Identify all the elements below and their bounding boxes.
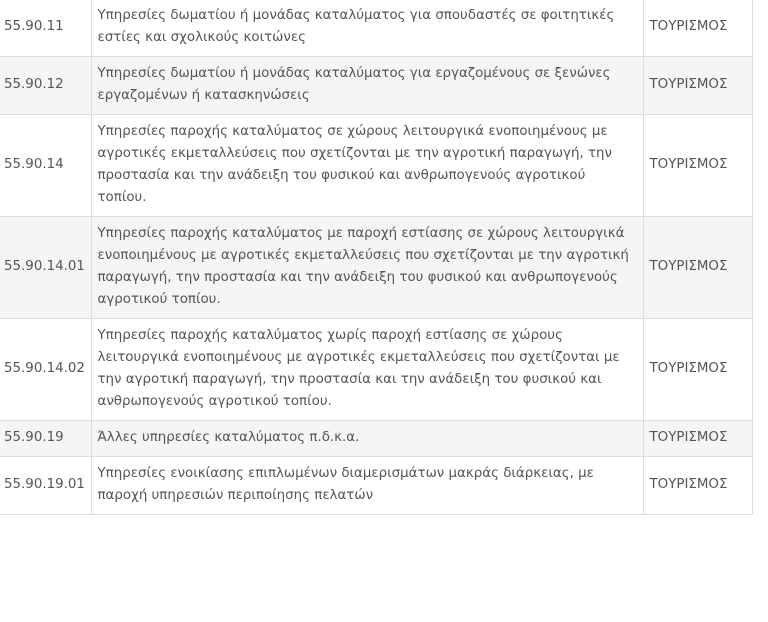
activity-code: 55.90.19.01 <box>0 457 91 515</box>
activity-code: 55.90.14.01 <box>0 217 91 319</box>
activity-description: Υπηρεσίες παροχής καταλύματος σε χώρους λειτουργικά ενοποιημένους με αγροτικές εκμεταλλεύσεις που σχετίζονται με την αγροτική παραγωγή, την προστασία και την ανάδειξη του φυσικού και ανθρωπογενούς αγροτικού τοπίου. <box>91 115 643 217</box>
activity-code: 55.90.14.02 <box>0 319 91 421</box>
activity-description: Υπηρεσίες παροχής καταλύματος με παροχή εστίασης σε χώρους λειτουργικά ενοποιημένους με αγροτικές εκμεταλλεύσεις που σχετίζονται με την αγροτική παραγωγή, την προστασία και την ανάδειξη του φυσικού και ανθρωπογενούς αγροτικού τοπίου. <box>91 217 643 319</box>
activity-code: 55.90.19 <box>0 421 91 457</box>
table-row <box>0 421 752 457</box>
activity-category: ΤΟΥΡΙΣΜΟΣ <box>643 457 752 515</box>
activity-description: Υπηρεσίες δωματίου ή μονάδας καταλύματος για εργαζομένους σε ξενώνες εργαζομένων ή κατασκηνώσεις <box>91 57 643 115</box>
activity-category: ΤΟΥΡΙΣΜΟΣ <box>643 319 752 421</box>
activity-category: ΤΟΥΡΙΣΜΟΣ <box>643 421 752 457</box>
activity-description: Υπηρεσίες παροχής καταλύματος χωρίς παροχή εστίασης σε χώρους λειτουργικά ενοποιημένους με αγροτικές εκμεταλλεύσεις που σχετίζονται με την αγροτική παραγωγή, την προστασία και την ανάδειξη του φυσικού και ανθρωπογενούς αγροτικού τοπίου. <box>91 319 643 421</box>
activity-description: Υπηρεσίες ενοικίασης επιπλωμένων διαμερισμάτων μακράς διάρκειας, με παροχή υπηρεσιών περιποίησης πελατών <box>91 457 643 515</box>
table-row <box>0 115 752 217</box>
activity-description: Άλλες υπηρεσίες καταλύματος π.δ.κ.α. <box>91 421 643 457</box>
activity-category: ΤΟΥΡΙΣΜΟΣ <box>643 115 752 217</box>
table-row <box>0 319 752 421</box>
activity-description: Υπηρεσίες δωματίου ή μονάδας καταλύματος για σπουδαστές σε φοιτητικές εστίες και σχολικούς κοιτώνες <box>91 0 643 57</box>
table-row <box>0 57 752 115</box>
table-row <box>0 457 752 515</box>
activity-code: 55.90.12 <box>0 57 91 115</box>
table-row <box>0 0 752 57</box>
activity-category: ΤΟΥΡΙΣΜΟΣ <box>643 57 752 115</box>
table-row <box>0 217 752 319</box>
activity-category: ΤΟΥΡΙΣΜΟΣ <box>643 217 752 319</box>
activity-code: 55.90.14 <box>0 115 91 217</box>
activity-code: 55.90.11 <box>0 0 91 57</box>
activity-category: ΤΟΥΡΙΣΜΟΣ <box>643 0 752 57</box>
